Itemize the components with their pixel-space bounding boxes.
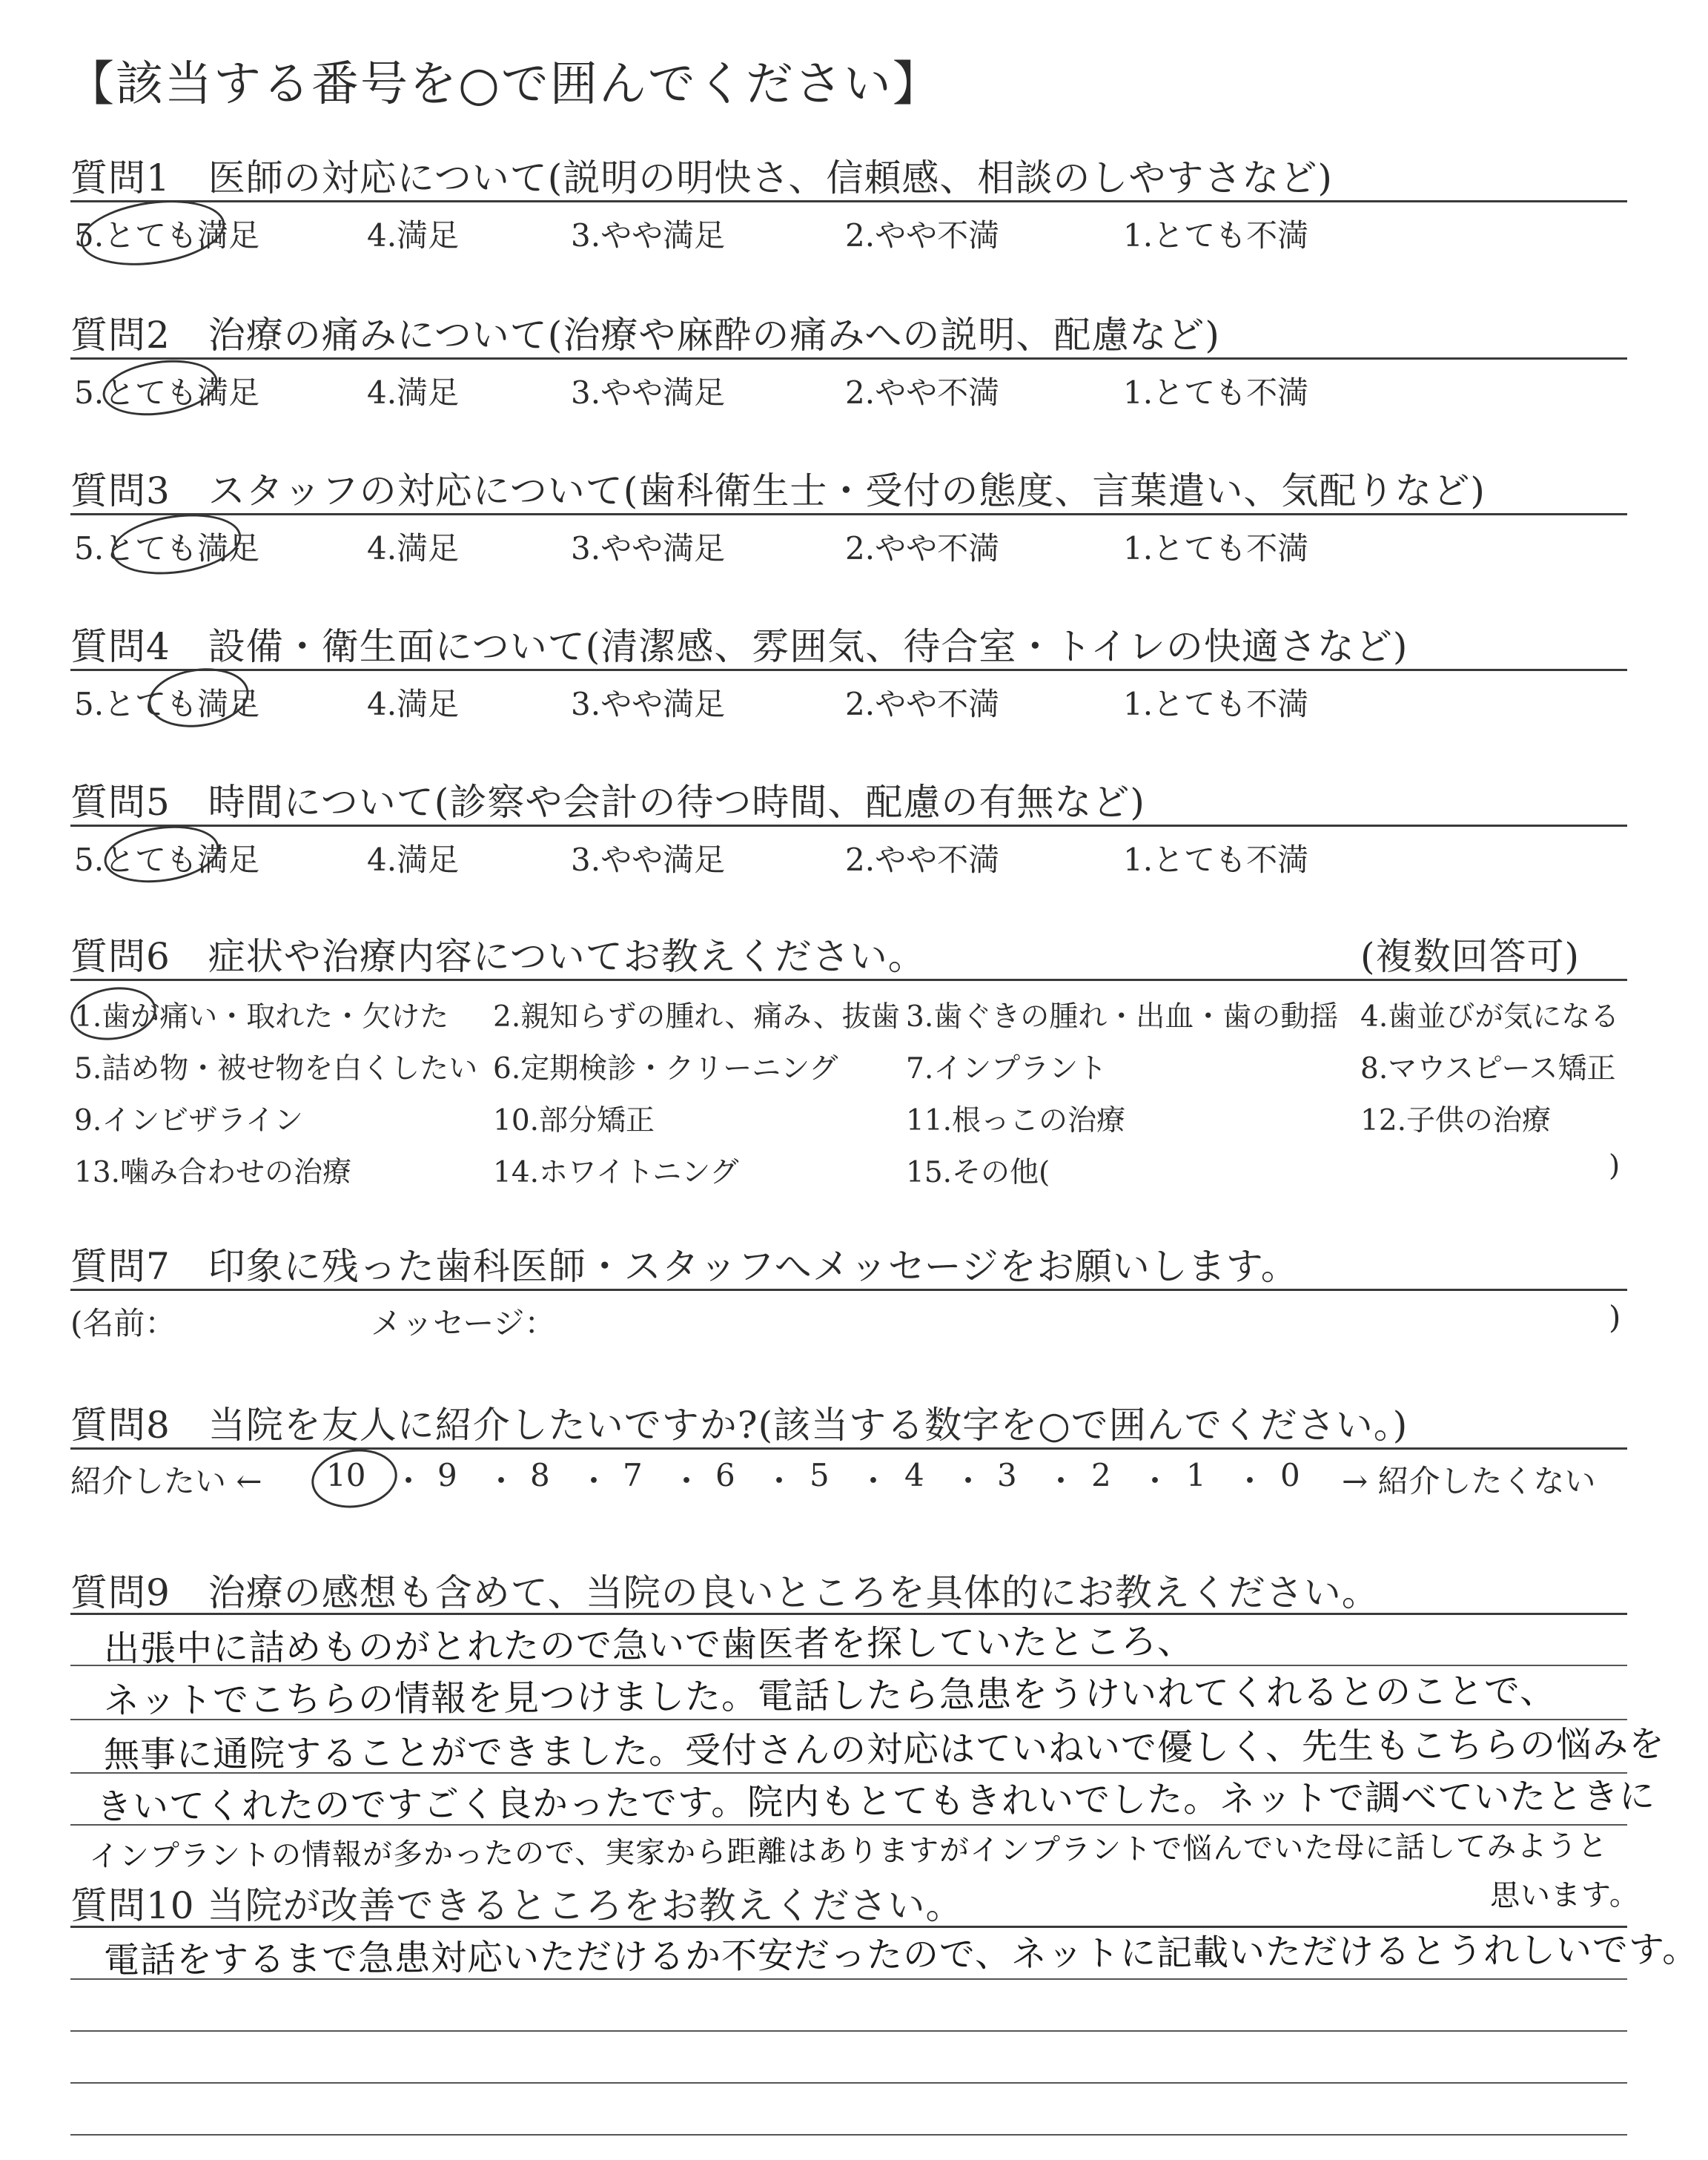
q8-right-label: → 紹介したくない [1342, 1463, 1596, 1499]
q8-scale-10[interactable]: 10 [326, 1457, 366, 1493]
q7-rule [70, 1289, 1627, 1291]
q8-dot: ・ [486, 1463, 517, 1499]
q8-scale-8[interactable]: 8 [530, 1457, 550, 1493]
q6-option-2[interactable]: 2.親知らずの腫れ、痛み、抜歯 [493, 1000, 900, 1034]
q8-scale-0[interactable]: 0 [1280, 1457, 1300, 1493]
q8-rule [70, 1447, 1627, 1450]
q10-answer-line [70, 2134, 1627, 2136]
q1-option-5[interactable]: 5.とても満足 [74, 217, 260, 254]
q3-option-2[interactable]: 2.やや不満 [845, 530, 1000, 567]
q6-note: (複数回答可) [1360, 935, 1580, 978]
q7-title: 質問7 印象に残った歯科医師・スタッフへメッセージをお願いします。 [70, 1245, 1299, 1288]
q8-scale-2[interactable]: 2 [1091, 1457, 1111, 1493]
q6-option-8[interactable]: 8.マウスピース矯正 [1360, 1052, 1616, 1086]
q10-answer-line [70, 1978, 1627, 1980]
q5-option-3[interactable]: 3.やや満足 [571, 842, 726, 878]
q7-message-label: メッセージ： [371, 1305, 556, 1341]
q8-dot: ・ [578, 1463, 610, 1499]
q2-option-2[interactable]: 2.やや不満 [845, 374, 1000, 411]
q5-rule [70, 825, 1627, 827]
q8-scale-9[interactable]: 9 [437, 1457, 457, 1493]
q6-option-5[interactable]: 5.詰め物・被せ物を白くしたい [74, 1052, 478, 1086]
q8-scale-3[interactable]: 3 [997, 1457, 1017, 1493]
q3-title: 質問3 スタッフの対応について(歯科衛生士・受付の態度、言葉遣い、気配りなど) [70, 469, 1486, 512]
q6-rule [70, 979, 1627, 981]
q4-option-2[interactable]: 2.やや不満 [845, 686, 1000, 722]
q6-option-4[interactable]: 4.歯並びが気になる [1360, 1000, 1620, 1034]
q1-option-4[interactable]: 4.満足 [367, 217, 460, 254]
q2-rule [70, 357, 1627, 360]
q6-option-14[interactable]: 14.ホワイトニング [493, 1156, 739, 1189]
q6-option-11[interactable]: 11.根っこの治療 [906, 1104, 1126, 1137]
q3-option-4[interactable]: 4.満足 [367, 530, 460, 567]
q8-scale-4[interactable]: 4 [904, 1457, 924, 1493]
q3-option-3[interactable]: 3.やや満足 [571, 530, 726, 567]
q5-option-1[interactable]: 1.とても不満 [1123, 842, 1309, 878]
q6-option-6[interactable]: 6.定期検診・クリーニング [493, 1052, 838, 1086]
q6-option-10[interactable]: 10.部分矯正 [493, 1104, 655, 1137]
q6-selection-circle [67, 982, 160, 1045]
q2-option-1[interactable]: 1.とても不満 [1123, 374, 1309, 411]
q6-other-close-paren: ) [1609, 1149, 1621, 1183]
q5-option-4[interactable]: 4.満足 [367, 842, 460, 878]
q6-option-15[interactable]: 15.その他( [906, 1156, 1050, 1189]
q8-title: 質問8 当院を友人に紹介したいですか?(該当する数字を○で囲んでください。) [70, 1404, 1409, 1447]
q8-scale-5[interactable]: 5 [810, 1457, 830, 1493]
q1-option-1[interactable]: 1.とても不満 [1123, 217, 1309, 254]
q5-option-5[interactable]: 5.とても満足 [74, 842, 260, 878]
q8-selection-circle [308, 1444, 401, 1513]
q7-name-label: (名前： [70, 1305, 176, 1341]
q4-rule [70, 669, 1627, 671]
q4-title: 質問4 設備・衛生面について(清潔感、雰囲気、待合室・トイレの快適さなど) [70, 625, 1409, 668]
q6-option-13[interactable]: 13.噛み合わせの治療 [74, 1156, 352, 1189]
q10-title: 質問10 当院が改善できるところをお教えください。 [70, 1884, 964, 1927]
q6-option-1[interactable]: 1.歯が痛い・取れた・欠けた [74, 1000, 449, 1034]
q8-dot: ・ [393, 1463, 425, 1499]
q4-option-3[interactable]: 3.やや満足 [571, 686, 726, 722]
q3-rule [70, 513, 1627, 515]
q7-close-paren: ) [1609, 1299, 1621, 1335]
q8-dot: ・ [858, 1463, 890, 1499]
q3-selection-circle [107, 506, 245, 582]
q9-answer-line-2: ネットでこちらの情報を見つけました。電話したら急患をうけいれてくれるとのことで、 [103, 1670, 1557, 1722]
q4-option-1[interactable]: 1.とても不満 [1123, 686, 1309, 722]
q8-dot: ・ [764, 1463, 795, 1499]
q1-title: 質問1 医師の対応について(説明の明快さ、信頼感、相談のしやすさなど) [70, 156, 1333, 199]
q2-option-5[interactable]: 5.とても満足 [74, 374, 260, 411]
q5-title: 質問5 時間について(診察や会計の待つ時間、配慮の有無など) [70, 781, 1145, 824]
q2-title: 質問2 治療の痛みについて(治療や麻酔の痛みへの説明、配慮など) [70, 314, 1220, 357]
q9-title: 質問9 治療の感想も含めて、当院の良いところを具体的にお教えください。 [70, 1571, 1380, 1614]
q1-option-2[interactable]: 2.やや不満 [845, 217, 1000, 254]
q3-option-1[interactable]: 1.とても不満 [1123, 530, 1309, 567]
q6-option-3[interactable]: 3.歯ぐきの腫れ・出血・歯の動揺 [906, 1000, 1339, 1034]
q8-dot: ・ [953, 1463, 984, 1499]
q3-option-5[interactable]: 5.とても満足 [74, 530, 260, 567]
q6-title: 質問6 症状や治療内容についてお教えください。 [70, 935, 926, 978]
q4-option-5[interactable]: 5.とても満足 [74, 686, 260, 722]
q8-dot: ・ [1139, 1463, 1171, 1499]
q5-option-2[interactable]: 2.やや不満 [845, 842, 1000, 878]
q9-answer-line-4: きいてくれたのですごく良かったです。院内もとてもきれいでした。ネットで調べていたときに [96, 1775, 1656, 1828]
q6-option-12[interactable]: 12.子供の治療 [1360, 1104, 1552, 1137]
q6-option-7[interactable]: 7.インプラント [906, 1052, 1108, 1086]
q10-answer-line [70, 2082, 1627, 2084]
q2-option-3[interactable]: 3.やや満足 [571, 374, 726, 411]
q8-left-label: 紹介したい ← [70, 1463, 262, 1499]
q8-scale-7[interactable]: 7 [623, 1457, 643, 1493]
q10-answer-line [70, 2030, 1627, 2032]
q9-answer-line-1: 出張中に詰めものがとれたので急いで歯医者を探していたところ、 [103, 1620, 1194, 1670]
q6-option-9[interactable]: 9.インビザライン [74, 1104, 304, 1137]
q1-selection-circle [76, 192, 229, 274]
q9-answer-line-3: 無事に通院することができました。受付さんの対応はていねいで優しく、先生もこちらの悩みを [103, 1723, 1666, 1776]
q9-answer-line-5: インプラントの情報が多かったので、実家から距離はありますがインプラントで悩んでいた母に話してみようと [88, 1829, 1609, 1874]
q8-dot: ・ [1234, 1463, 1266, 1499]
q8-scale-6[interactable]: 6 [715, 1457, 735, 1493]
q8-scale-1[interactable]: 1 [1186, 1457, 1206, 1493]
q8-dot: ・ [671, 1463, 703, 1499]
q9-answer-tail: 思います。 [1489, 1877, 1640, 1913]
q1-rule [70, 200, 1627, 202]
q8-dot: ・ [1045, 1463, 1077, 1499]
q4-option-4[interactable]: 4.満足 [367, 686, 460, 722]
q1-option-3[interactable]: 3.やや満足 [571, 217, 726, 254]
q2-option-4[interactable]: 4.満足 [367, 374, 460, 411]
q10-answer-line-1: 電話をするまで急患対応いただけるか不安だったので、ネットに記載いただけるとうれしいです。 [103, 1928, 1699, 1981]
page-header: 【該当する番号を○で囲んでください】 [67, 57, 941, 112]
